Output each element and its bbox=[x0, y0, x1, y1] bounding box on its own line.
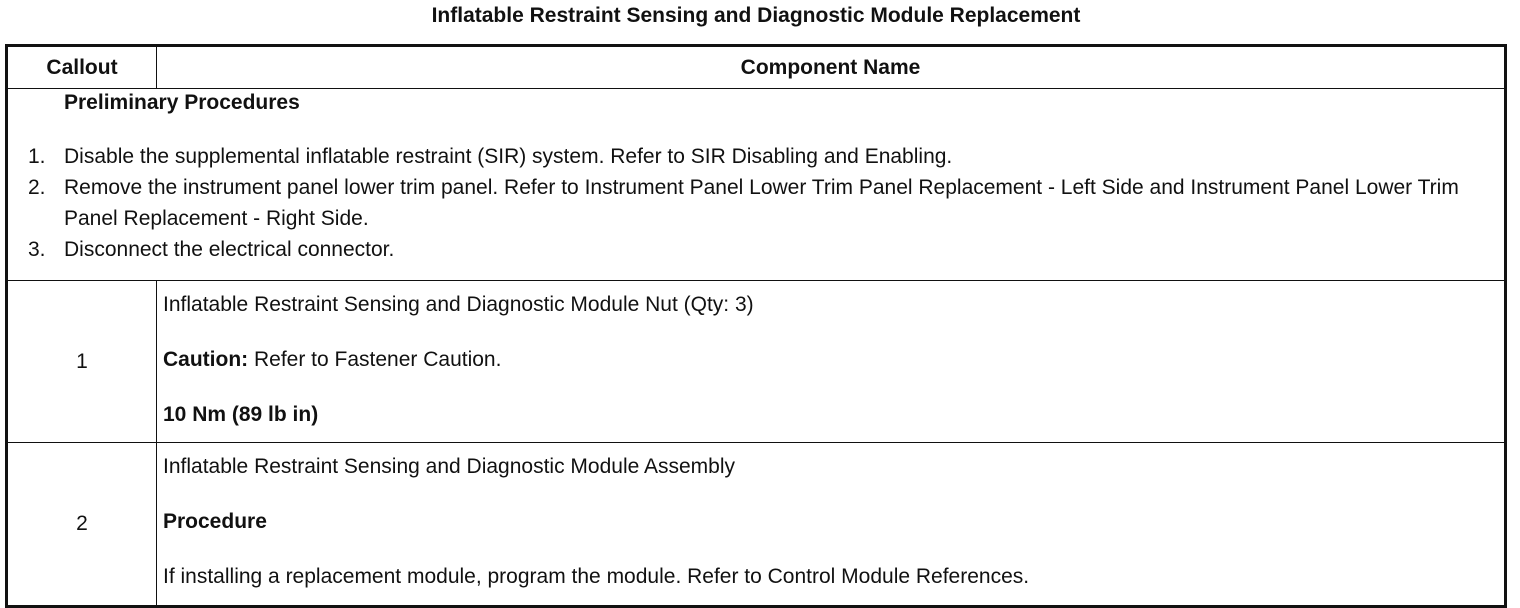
procedure-text: If installing a replacement module, program the module. Refer to Control Module References. bbox=[163, 565, 1030, 588]
preliminary-heading: Preliminary Procedures bbox=[64, 91, 300, 114]
component-name: Inflatable Restraint Sensing and Diagnostic Module Nut (Qty: 3) bbox=[163, 293, 754, 316]
list-item bbox=[8, 234, 1504, 265]
caution-note bbox=[163, 346, 1504, 374]
step-text: Remove the instrument panel lower trim panel. Refer to Instrument Panel Lower Trim Panel Replacement - Left Side and Instrument Panel Lower Trim Panel Replacement - Right Side. bbox=[64, 176, 1459, 230]
caution-text: Refer to Fastener Caution. bbox=[248, 348, 502, 371]
step-number: 2. bbox=[28, 176, 46, 199]
component-cell bbox=[157, 443, 1506, 607]
step-text: Disconnect the electrical connector. bbox=[64, 238, 395, 261]
callout-number: 1 bbox=[7, 281, 157, 443]
preliminary-row bbox=[7, 89, 1506, 281]
table-row bbox=[7, 443, 1506, 607]
document-title: Inflatable Restraint Sensing and Diagnostic Module Replacement bbox=[431, 4, 1081, 27]
caution-label: Caution: bbox=[163, 348, 249, 371]
component-name-header: Component Name bbox=[157, 46, 1506, 89]
list-item bbox=[8, 172, 1504, 234]
step-number: 3. bbox=[28, 238, 46, 261]
callout-number: 2 bbox=[7, 443, 157, 607]
table-row bbox=[7, 281, 1506, 443]
callout-header: Callout bbox=[7, 46, 157, 89]
step-text: Disable the supplemental inflatable restraint (SIR) system. Refer to SIR Disabling and Enabling. bbox=[64, 145, 953, 168]
component-name: Inflatable Restraint Sensing and Diagnostic Module Assembly bbox=[163, 455, 735, 478]
table-header-row bbox=[7, 46, 1506, 89]
step-number: 1. bbox=[28, 145, 46, 168]
procedure-table bbox=[5, 44, 1507, 608]
procedure-label: Procedure bbox=[163, 510, 267, 533]
preliminary-steps bbox=[8, 141, 1504, 265]
preliminary-cell bbox=[7, 89, 1506, 281]
torque-spec: 10 Nm (89 lb in) bbox=[163, 403, 319, 426]
list-item bbox=[8, 141, 1504, 172]
component-cell bbox=[157, 281, 1506, 443]
